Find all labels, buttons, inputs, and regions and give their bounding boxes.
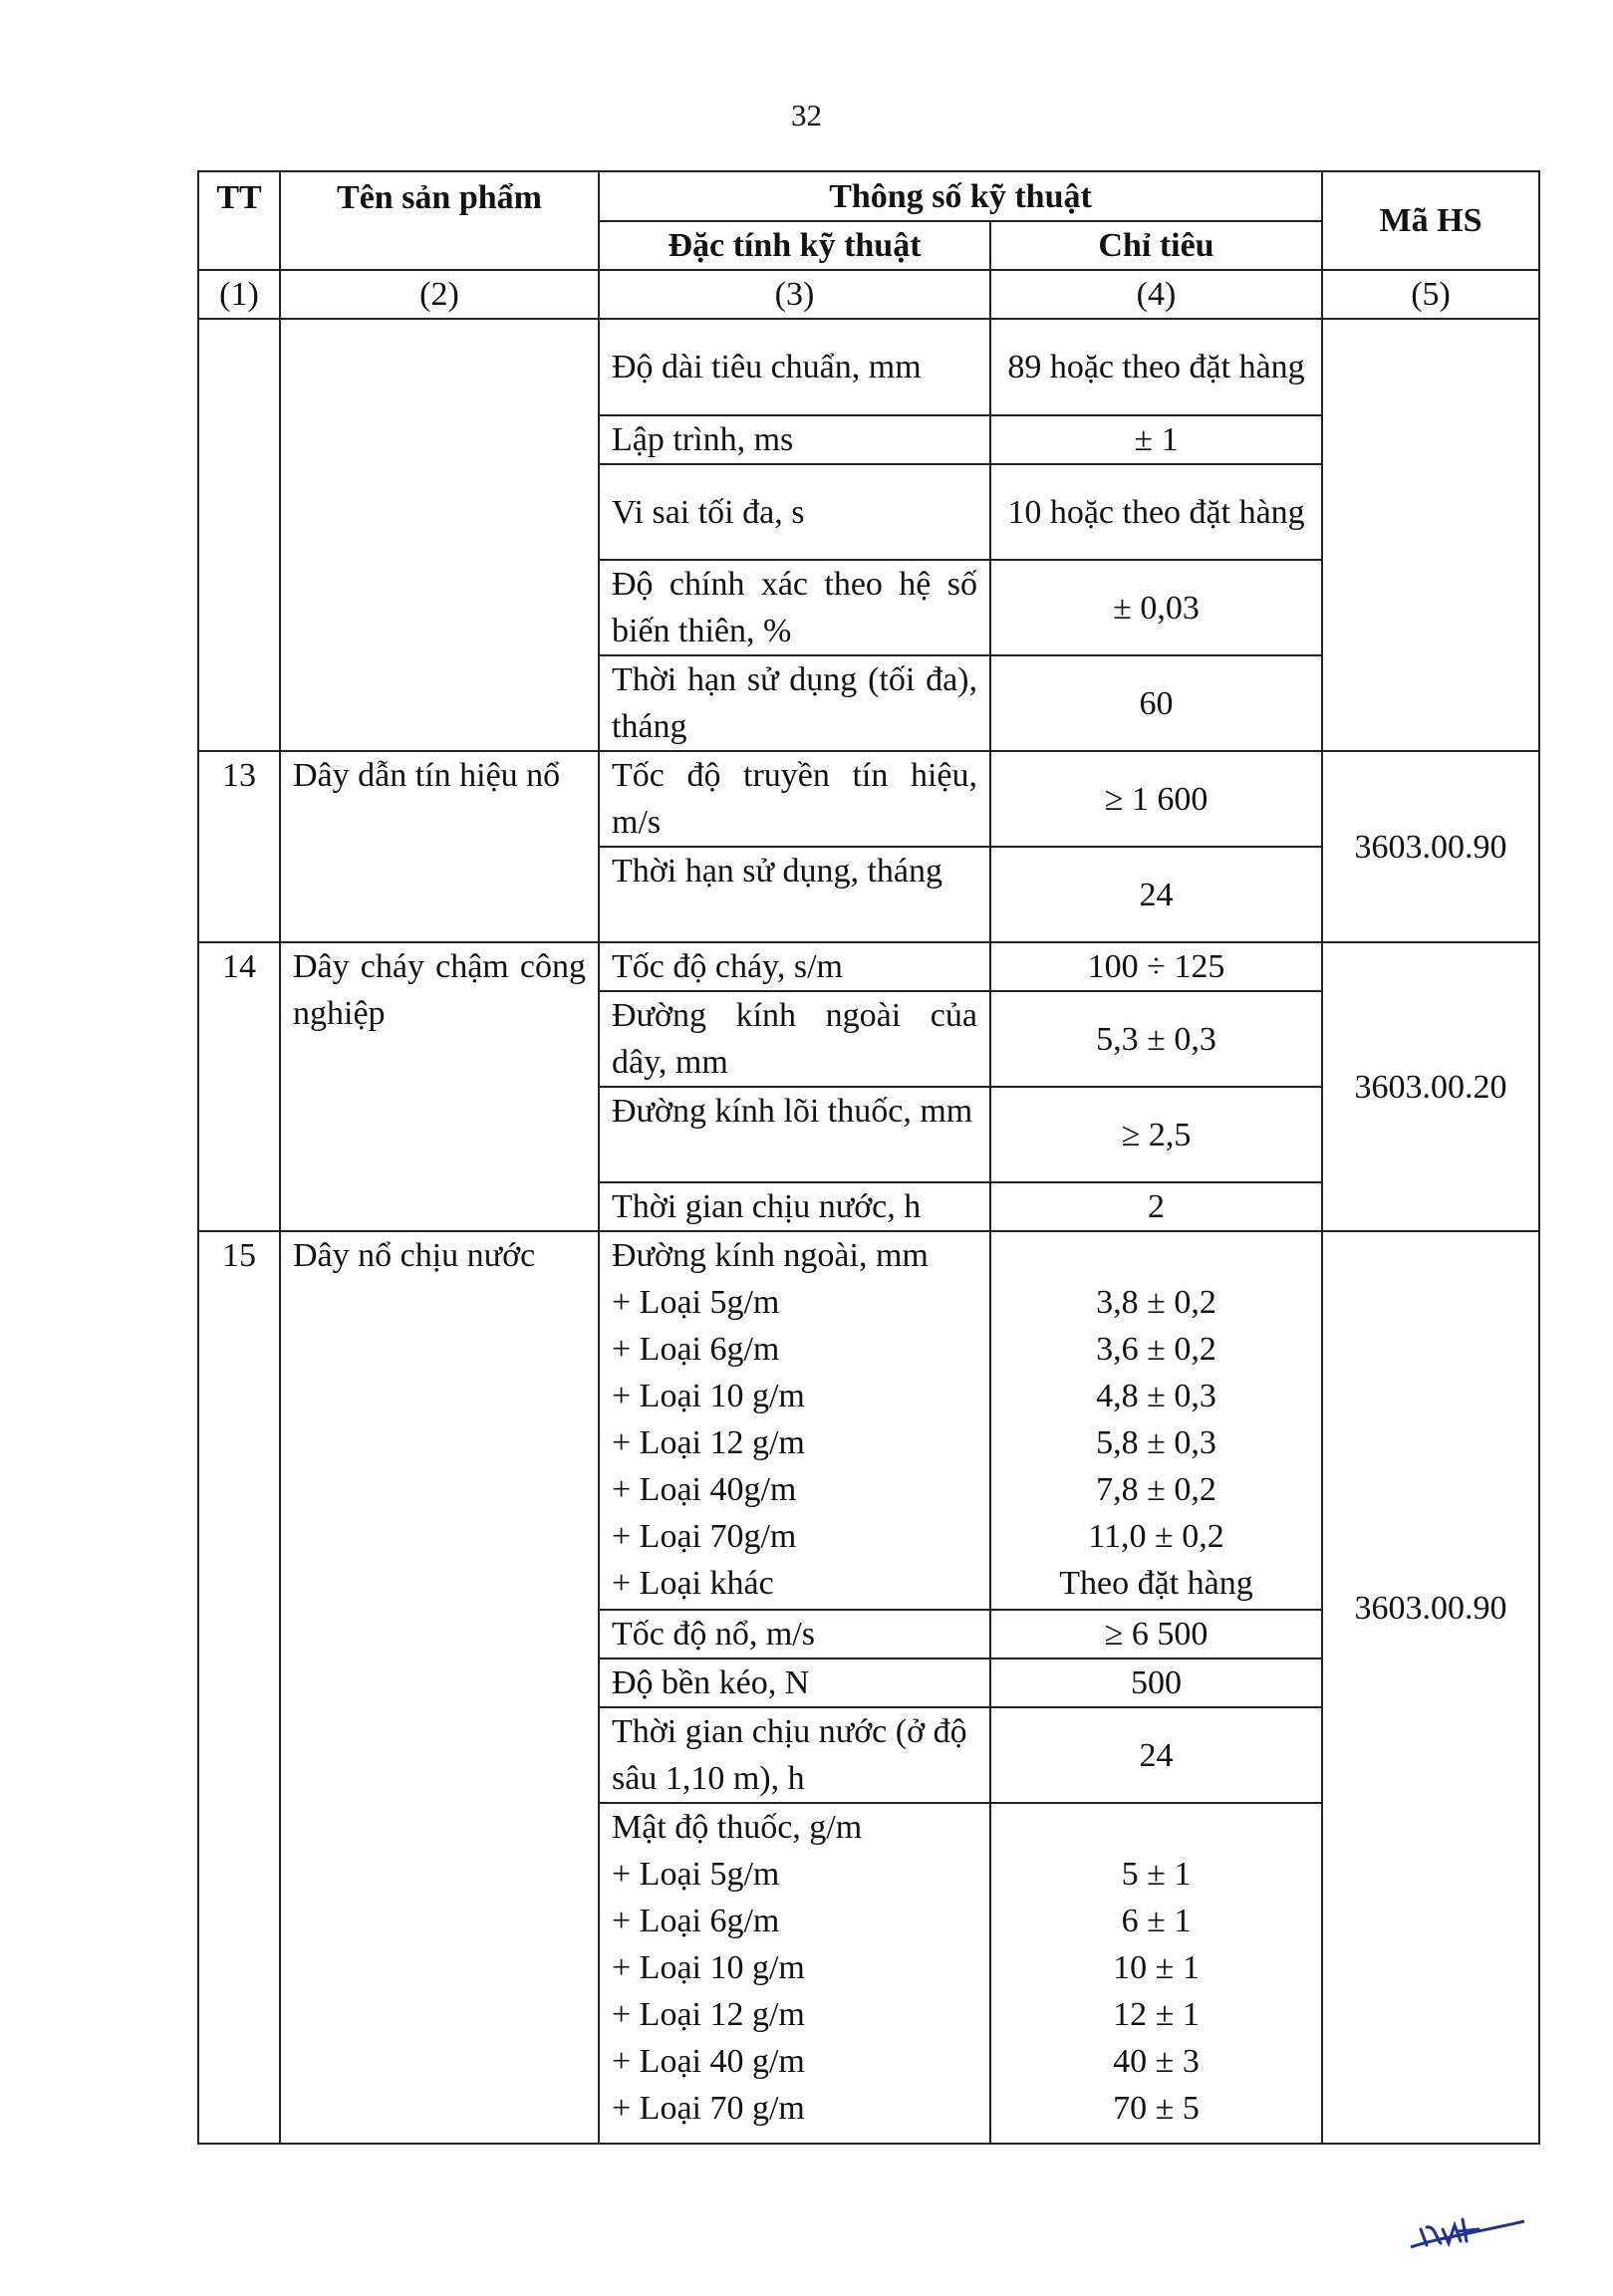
criterion-cell: 24 [990, 1707, 1322, 1803]
type-label: + Loại 6g/m [612, 1331, 780, 1368]
type-value: 5,8 ± 0,3 [1096, 1424, 1216, 1461]
characteristic-cell: Độ chính xác theo hệ số biến thiên, % [599, 560, 990, 655]
type-label: + Loại 40g/m [612, 1471, 797, 1508]
table-row [198, 942, 1539, 991]
characteristic-cell: Tốc độ cháy, s/m [599, 942, 990, 991]
criterion-cell: ≥ 2,5 [990, 1087, 1322, 1182]
header-criterion: Chỉ tiêu [990, 221, 1322, 270]
header-hs-code: Mã HS [1322, 171, 1539, 270]
type-value: 70 ± 5 [1113, 2090, 1200, 2127]
type-label: + Loại 40 g/m [612, 2043, 805, 2080]
criterion-cell: ≥ 6 500 [990, 1610, 1322, 1658]
type-label: + Loại 10 g/m [612, 1949, 805, 1986]
type-label: + Loại 6g/m [612, 1903, 780, 1939]
type-value: 7,8 ± 0,2 [1096, 1471, 1216, 1508]
type-label: + Loại 5g/m [612, 1856, 780, 1893]
hs-code-cell: 3603.00.90 [1322, 751, 1539, 942]
characteristic-cell: Độ bền kéo, N [599, 1658, 990, 1707]
table-row [198, 751, 1539, 847]
type-label: + Loại 12 g/m [612, 1424, 805, 1461]
characteristic-cell: Thời gian chịu nước, h [599, 1182, 990, 1231]
criterion-cell: ± 1 [990, 415, 1322, 464]
product-name-cell: Dây dẫn tín hiệu nổ [280, 751, 599, 942]
type-label: + Loại khác [612, 1565, 774, 1602]
characteristic-cell: Đường kính ngoài của dây, mm [599, 991, 990, 1087]
criterion-cell: 2 [990, 1182, 1322, 1231]
type-label: + Loại 70g/m [612, 1518, 797, 1555]
header-row [198, 171, 1539, 221]
density-title: Mật độ thuốc, g/m [612, 1809, 863, 1846]
spec-table [197, 170, 1540, 2145]
hs-code-cell: 3603.00.20 [1322, 942, 1539, 1231]
type-value: 12 ± 1 [1113, 1996, 1200, 2033]
table-row [198, 319, 1539, 415]
tt-cell: 15 [198, 1231, 280, 2144]
criterion-cell: ± 0,03 [990, 560, 1322, 655]
characteristic-cell: Thời hạn sử dụng, tháng [599, 847, 990, 942]
characteristic-cell: Đường kính lõi thuốc, mm [599, 1087, 990, 1182]
characteristic-cell [599, 1803, 990, 2144]
type-value: 5 ± 1 [1121, 1856, 1192, 1893]
type-value: 11,0 ± 0,2 [1088, 1518, 1224, 1555]
page-number: 32 [791, 98, 822, 132]
type-label: + Loại 10 g/m [612, 1378, 805, 1414]
criterion-cell: 10 hoặc theo đặt hàng [990, 464, 1322, 560]
characteristic-cell [599, 1231, 990, 1610]
col-number: (5) [1322, 270, 1539, 319]
outer-diameter-title: Đường kính ngoài, mm [612, 1237, 929, 1274]
characteristic-cell: Vi sai tối đa, s [599, 464, 990, 560]
product-name-cell: Dây cháy chậm công nghiệp [280, 942, 599, 1231]
type-label: + Loại 70 g/m [612, 2090, 805, 2127]
type-value: 3,8 ± 0,2 [1096, 1284, 1216, 1321]
type-label: + Loại 12 g/m [612, 1996, 805, 2033]
header-product-name: Tên sản phẩm [280, 171, 599, 270]
criterion-cell: 89 hoặc theo đặt hàng [990, 319, 1322, 415]
product-name-cell [280, 319, 599, 751]
type-value: 3,6 ± 0,2 [1096, 1331, 1216, 1368]
type-value: 4,8 ± 0,3 [1096, 1378, 1216, 1414]
product-name-cell: Dây nổ chịu nước [280, 1231, 599, 2144]
criterion-cell [990, 1803, 1322, 2144]
header-characteristic: Đặc tính kỹ thuật [599, 221, 990, 270]
type-value: Theo đặt hàng [1059, 1565, 1253, 1602]
tt-cell: 14 [198, 942, 280, 1231]
column-number-row [198, 270, 1539, 319]
col-number: (2) [280, 270, 599, 319]
characteristic-cell: Lập trình, ms [599, 415, 990, 464]
criterion-cell: 60 [990, 655, 1322, 751]
header-tech-spec: Thông số kỹ thuật [599, 171, 1322, 221]
characteristic-cell: Thời gian chịu nước (ở độ sâu 1,10 m), h [599, 1707, 990, 1803]
col-number: (4) [990, 270, 1322, 319]
hs-code-cell [1322, 319, 1539, 751]
tt-cell [198, 319, 280, 751]
type-value: 10 ± 1 [1113, 1949, 1200, 1986]
characteristic-cell: Thời hạn sử dụng (tối đa), tháng [599, 655, 990, 751]
type-value: 40 ± 3 [1113, 2043, 1200, 2080]
criterion-cell: 5,3 ± 0,3 [990, 991, 1322, 1087]
characteristic-cell: Tốc độ nổ, m/s [599, 1610, 990, 1658]
criterion-cell: ≥ 1 600 [990, 751, 1322, 847]
col-number: (1) [198, 270, 280, 319]
characteristic-cell: Tốc độ truyền tín hiệu, m/s [599, 751, 990, 847]
signature-mark [1403, 2189, 1532, 2259]
criterion-cell: 24 [990, 847, 1322, 942]
criterion-cell [990, 1231, 1322, 1610]
type-label: + Loại 5g/m [612, 1284, 780, 1321]
hs-code-cell: 3603.00.90 [1322, 1231, 1539, 2144]
criterion-cell: 500 [990, 1658, 1322, 1707]
type-value: 6 ± 1 [1121, 1903, 1192, 1939]
header-tt: TT [198, 171, 280, 270]
table-row [198, 1231, 1539, 1610]
tt-cell: 13 [198, 751, 280, 942]
col-number: (3) [599, 270, 990, 319]
criterion-cell: 100 ÷ 125 [990, 942, 1322, 991]
characteristic-cell: Độ dài tiêu chuẩn, mm [599, 319, 990, 415]
